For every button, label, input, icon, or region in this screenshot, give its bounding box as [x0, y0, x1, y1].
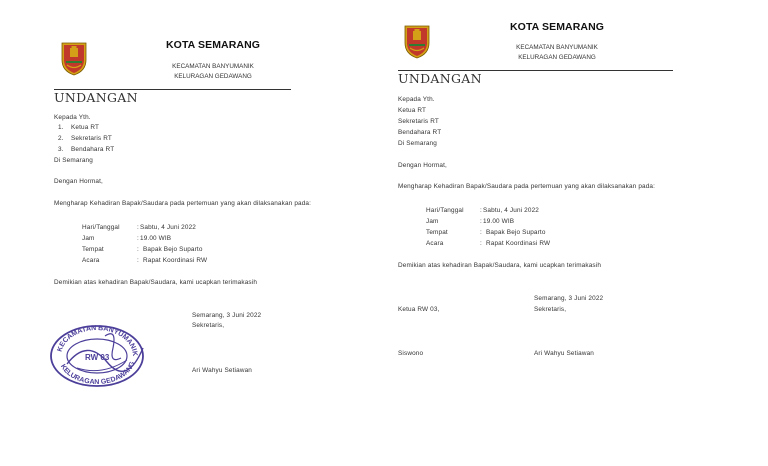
detail-sep: :	[137, 224, 139, 231]
detail-sep: :	[480, 229, 482, 236]
signature-name: Ari Wahyu Setiawan	[192, 367, 253, 374]
intro-paragraph: Mengharap Kehadiran Bapak/Saudara pada pertemuan yang akan dilaksanakan pada:	[54, 200, 312, 207]
recipient-item: Sekretaris RT	[398, 118, 439, 125]
recipient-place: Di Semarang	[54, 157, 93, 164]
recipient-num: 1.	[58, 124, 64, 131]
greeting: Dengan Hormat,	[398, 162, 447, 169]
detail-label: Jam	[82, 235, 95, 242]
recipient-item: Sekretaris RT	[71, 135, 112, 142]
detail-value: 19.00 WIB	[140, 235, 172, 242]
detail-label: Acara	[426, 240, 444, 247]
official-stamp	[47, 318, 147, 388]
detail-sep: :	[480, 207, 482, 214]
city-crest-icon	[404, 25, 430, 59]
recipient-item: Bendahara RT	[398, 129, 442, 136]
svg-text:RW 03: RW 03	[85, 353, 110, 362]
closing-paragraph: Demikian atas kehadiran Bapak/Saudara, kami ucapkan terimakasih	[398, 262, 602, 269]
detail-value: Bapak Bejo Suparto	[143, 246, 203, 253]
city-title: KOTA SEMARANG	[510, 21, 605, 33]
closing-paragraph: Demikian atas kehadiran Bapak/Saudara, kami ucapkan terimakasih	[54, 279, 258, 286]
signature-left-role: Ketua RW 03,	[398, 306, 440, 313]
detail-sep: :	[137, 257, 139, 264]
recipient-num: 3.	[58, 146, 64, 153]
recipient-item: Ketua RT	[71, 124, 100, 131]
detail-sep: :	[137, 246, 139, 253]
village-name: KELURAGAN GEDAWANG	[174, 73, 252, 80]
detail-value: Sabtu, 4 Juni 2022	[140, 224, 196, 231]
signature-right-name: Ari Wahyu Setiawan	[534, 350, 595, 357]
detail-value: Sabtu, 4 Juni 2022	[483, 207, 539, 214]
detail-sep: :	[480, 218, 482, 225]
detail-label: Tempat	[82, 246, 104, 253]
signature-date: Semarang, 3 Juni 2022	[534, 295, 604, 302]
letter-right	[384, 0, 768, 466]
svg-text:KELURAGAN GEDAWANG: KELURAGAN GEDAWANG	[58, 360, 137, 387]
signature-right-role: Sekretaris,	[534, 306, 567, 313]
detail-label: Jam	[426, 218, 439, 225]
detail-value: Rapat Koordinasi RW	[486, 240, 551, 247]
detail-value: Bapak Bejo Suparto	[486, 229, 546, 236]
svg-text:KECAMATAN BANYUMANIK: KECAMATAN BANYUMANIK	[56, 324, 139, 357]
detail-sep: :	[137, 235, 139, 242]
header-subtitle	[494, 43, 620, 63]
district-name: KECAMATAN BANYUMANIK	[172, 63, 254, 70]
detail-label: Hari/Tanggal	[82, 224, 120, 231]
recipient-item: Bendahara RT	[71, 146, 115, 153]
city-title: KOTA SEMARANG	[166, 39, 261, 51]
detail-label: Hari/Tanggal	[426, 207, 464, 214]
greeting: Dengan Hormat,	[54, 178, 103, 185]
header-subtitle	[150, 62, 276, 82]
district-name: KECAMATAN BANYUMANIK	[516, 44, 598, 51]
intro-paragraph: Mengharap Kehadiran Bapak/Saudara pada pertemuan yang akan dilaksanakan pada:	[398, 183, 656, 190]
recipient-num: 2.	[58, 135, 64, 142]
detail-label: Acara	[82, 257, 100, 264]
village-name: KELURAGAN GEDAWANG	[518, 54, 596, 61]
detail-sep: :	[480, 240, 482, 247]
recipient-place: Di Semarang	[398, 140, 437, 147]
signature-date: Semarang, 3 Juni 2022	[192, 312, 262, 319]
detail-value: Rapat Koordinasi RW	[143, 257, 208, 264]
signature-left-name: Siswono	[398, 350, 424, 357]
city-crest-icon	[61, 42, 87, 76]
letter-title: UNDANGAN	[398, 71, 482, 86]
recipient-item: Ketua RT	[398, 107, 427, 114]
detail-label: Tempat	[426, 229, 448, 236]
detail-value: 19.00 WIB	[483, 218, 515, 225]
to-line: Kepada Yth.	[54, 114, 91, 121]
letter-title: UNDANGAN	[54, 90, 138, 105]
to-line: Kepada Yth.	[398, 96, 435, 103]
signature-role: Sekretaris,	[192, 322, 225, 329]
